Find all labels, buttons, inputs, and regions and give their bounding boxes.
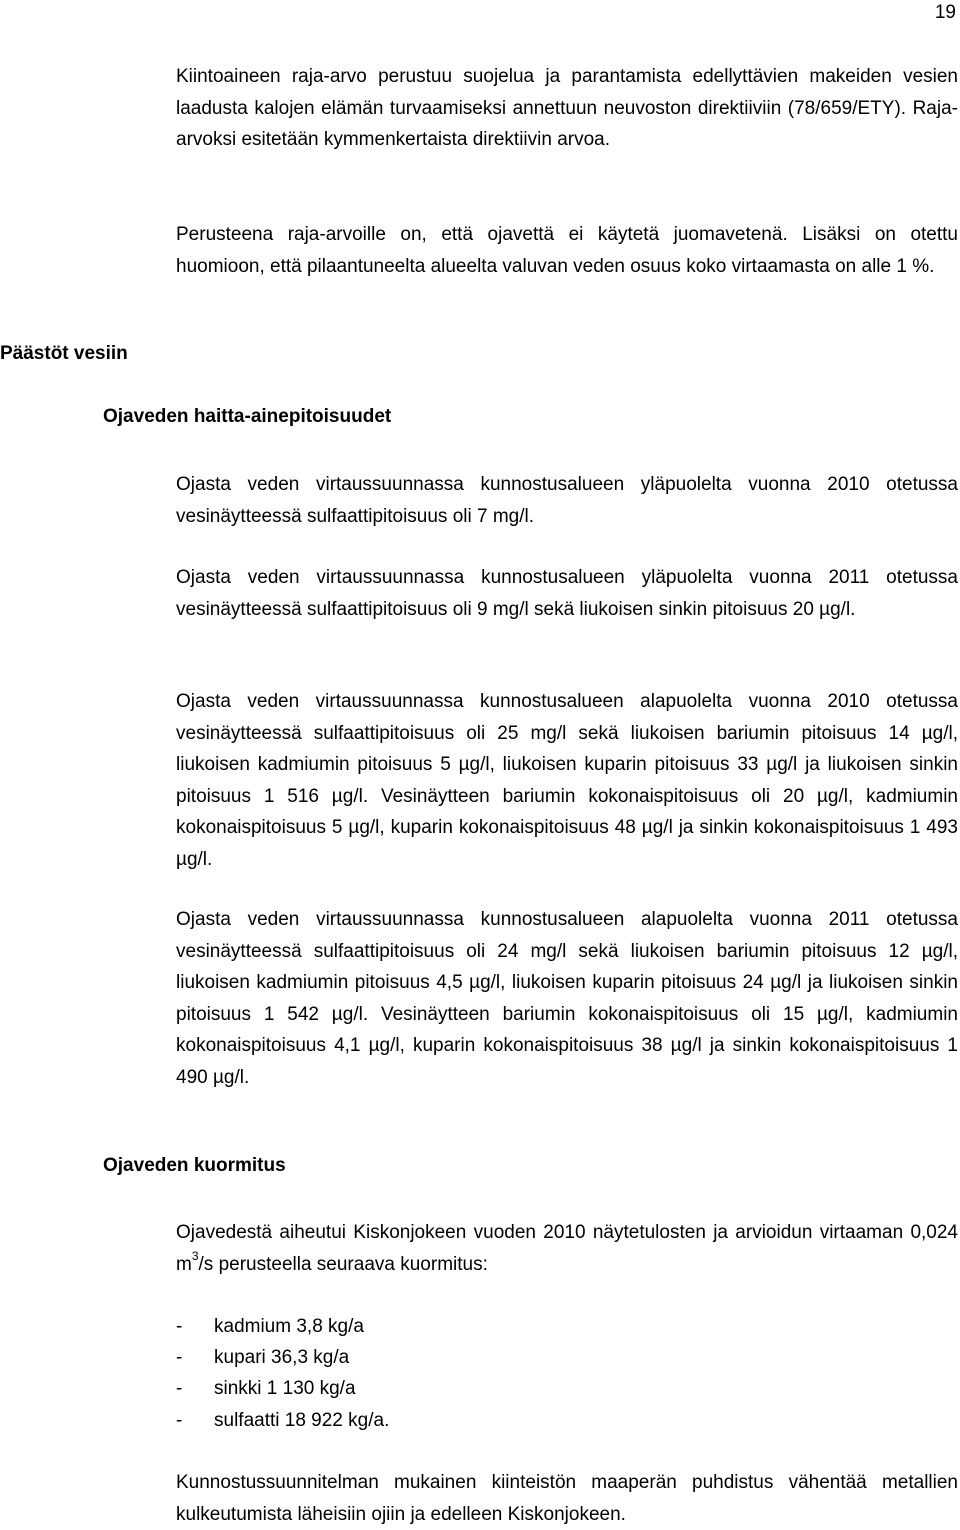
closing-paragraph: Kunnostussuunnitelman mukainen kiinteistön maaperän puhdistus vähentää metallien kulkeutumista läheisiin ojiin ja edelleen Kiskonjokeen. [176,1472,958,1525]
list-item [176,1311,389,1342]
list-item [176,1405,389,1436]
concentrations-paragraph-3: Ojasta veden virtaussuunnassa kunnostusalueen alapuolelta vuonna 2010 otetussa vesinäytteessä sulfaattipitoisuus oli 25 mg/l sekä liukoisen bariumin pitoisuus 14 µg/l, liukoisen kadmiumin pitoisuus 5 µg/l, liukoisen kuparin pitoisuus 33 µg/l ja liukoisen sinkin pitoisuus 1 516 µg/l. Vesinäytteen bariumin kokonaispitoisuus oli 20 µg/l, kadmiumin kokonaispitoisuus 5 µg/l, kuparin kokonaispitoisuus 48 µg/l ja sinkin kokonaispitoisuus 1 493 µg/l. [176,691,958,870]
dash-bullet: - [176,1316,183,1337]
list-item-text: kadmium 3,8 kg/a [214,1316,364,1337]
list-item-text: sulfaatti 18 922 kg/a. [214,1409,390,1431]
load-intro-text-end: /s perusteella seuraava kuormitus: [198,1253,488,1275]
section-heading-concentrations: Ojaveden haitta-ainepitoisuudet [103,406,392,427]
load-list [176,1311,389,1436]
dash-bullet: - [176,1378,183,1400]
side-heading: Päästöt vesiin [0,343,128,364]
dash-bullet: - [176,1347,183,1369]
concentrations-paragraph-1: Ojasta veden virtaussuunnassa kunnostusalueen yläpuolelta vuonna 2010 otetussa vesinäytteessä sulfaattipitoisuus oli 7 mg/l. [176,474,958,527]
intro-paragraph-1: Kiintoaineen raja-arvo perustuu suojelua ja parantamista edellyttävien makeiden vesien laadusta kalojen elämän turvaamiseksi annettuun neuvoston direktiiviin (78/659/ETY). Raja-arvoksi esitetään kymmenkertaista direktiivin arvoa. [176,66,958,150]
concentrations-paragraph-4: Ojasta veden virtaussuunnassa kunnostusalueen alapuolelta vuonna 2011 otetussa vesinäytteessä sulfaattipitoisuus oli 24 mg/l sekä liukoisen bariumin pitoisuus 12 µg/l, liukoisen kadmiumin pitoisuus 4,5 µg/l, liukoisen kuparin pitoisuus 24 µg/l ja liukoisen sinkin pitoisuus 1 542 µg/l. Vesinäytteen bariumin kokonaispitoisuus oli 15 µg/l, kadmiumin kokonaispitoisuus 4,1 µg/l, kuparin kokonaispitoisuus 38 µg/l ja sinkin kokonaispitoisuus 1 490 µg/l. [176,909,958,1088]
section-heading-load: Ojaveden kuormitus [103,1155,286,1176]
list-item [176,1342,389,1373]
load-intro-paragraph [176,1217,958,1280]
superscript-exponent: 3 [191,1249,199,1264]
page-number: 19 [934,2,956,23]
concentrations-paragraph-2: Ojasta veden virtaussuunnassa kunnostusalueen yläpuolelta vuonna 2011 otetussa vesinäytteessä sulfaattipitoisuus oli 9 mg/l sekä liukoisen sinkin pitoisuus 20 µg/l. [176,567,958,620]
list-item-text: sinkki 1 130 kg/a [214,1378,356,1400]
list-item [176,1373,389,1404]
intro-paragraph-2: Perusteena raja-arvoille on, että ojavettä ei käytetä juomavetenä. Lisäksi on otettu huomioon, että pilaantuneelta alueelta valuvan veden osuus koko virtaamasta on alle 1 %. [176,224,958,277]
list-item-text: kupari 36,3 kg/a [214,1347,350,1369]
dash-bullet: - [176,1409,183,1431]
load-intro-text: Ojavedestä aiheutui Kiskonjokeen vuoden 2010 näytetulosten ja arvioidun virtaaman 0,024 m [176,1222,958,1275]
